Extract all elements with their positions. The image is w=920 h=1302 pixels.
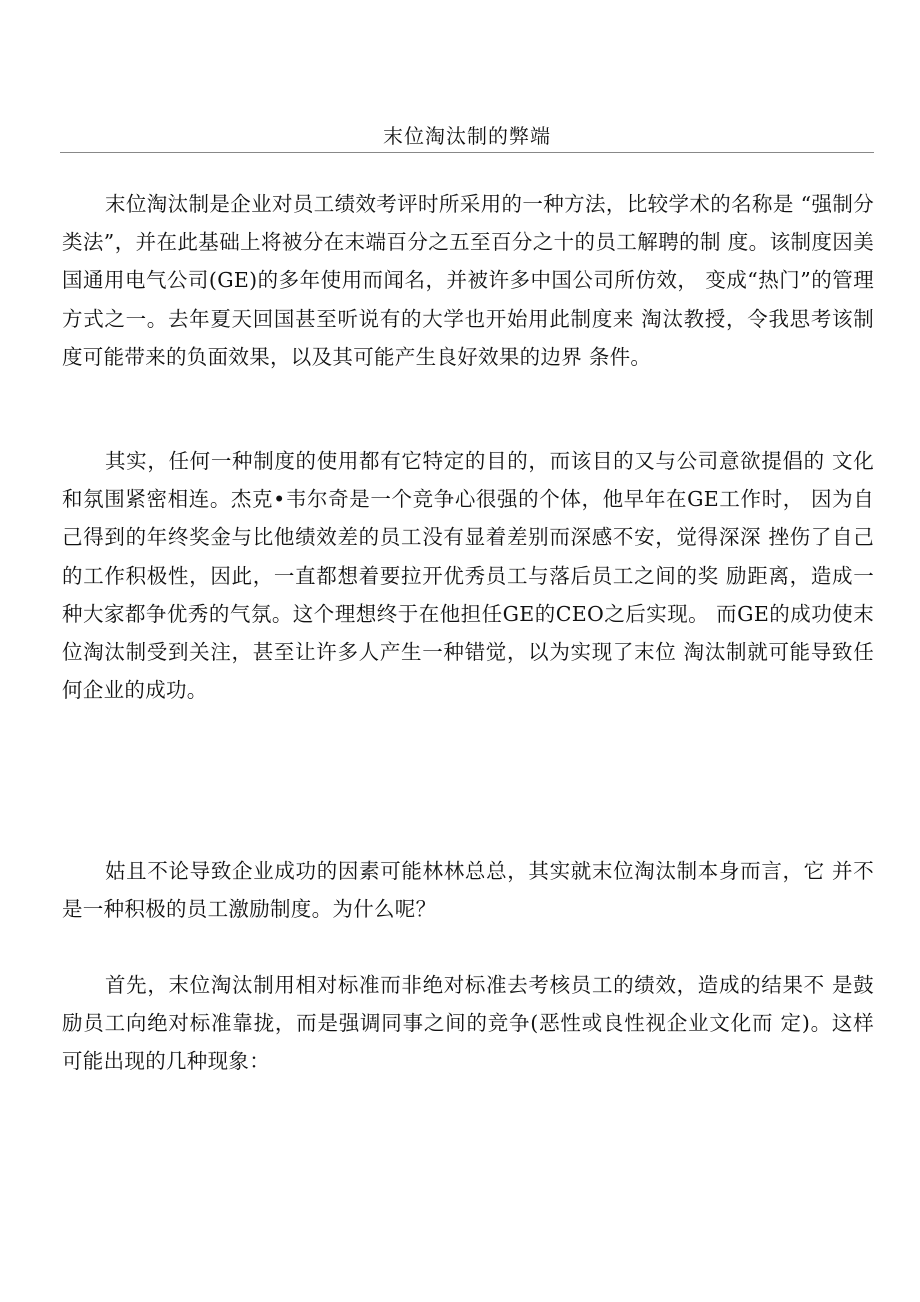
paragraph-1: 末位淘汰制是企业对员工绩效考评时所采用的一种方法，比较学术的名称是 “强制分类法”，并在此基础上将被分在末端百分之五至百分之十的员工解聘的制 度。该制度因美国通用电气公司(GE)的多年使用而闻名，并被许多中国公司所仿效， 变成“热门”的管理方式之一。去年夏天回国甚至听说有的大学也开始用此制度来 淘汰教授，令我思考该制度可能带来的负面效果，以及其可能产生良好效果的边界 条件。 [62,192,874,369]
document-title: 末位淘汰制的弊端 [383,124,551,148]
title-underline [60,152,874,153]
paragraph-4: 首先，末位淘汰制用相对标准而非绝对标准去考核员工的绩效，造成的结果不 是鼓励员工向绝对标准靠拢，而是强调同事之间的竞争(恶性或良性视企业文化而 定)。这样可能出现的几种现象： [62,973,874,1074]
paragraph-2: 其实，任何一种制度的使用都有它特定的目的，而该目的又与公司意欲提倡的 文化和氛围紧密相连。杰克•韦尔奇是一个竞争心很强的个体，他早年在GE工作时， 因为自己得到的年终奖金与比他绩效差的员工没有显着差别而深感不安，觉得深深 挫伤了自己的工作积极性，因此，一直都想着要拉开优秀员工与落后员工之间的奖 励距离，造成一种大家都争优秀的气氛。这个理想终于在他担任GE的CEO之后实现。 而GE的成功使末位淘汰制受到关注，甚至让许多人产生一种错觉，以为实现了末位 淘汰制就可能导致任何企业的成功。 [62,449,874,703]
paragraph-3: 姑且不论导致企业成功的因素可能林林总总，其实就末位淘汰制本身而言，它 并不是一种积极的员工激励制度。为什么呢？ [62,859,874,922]
